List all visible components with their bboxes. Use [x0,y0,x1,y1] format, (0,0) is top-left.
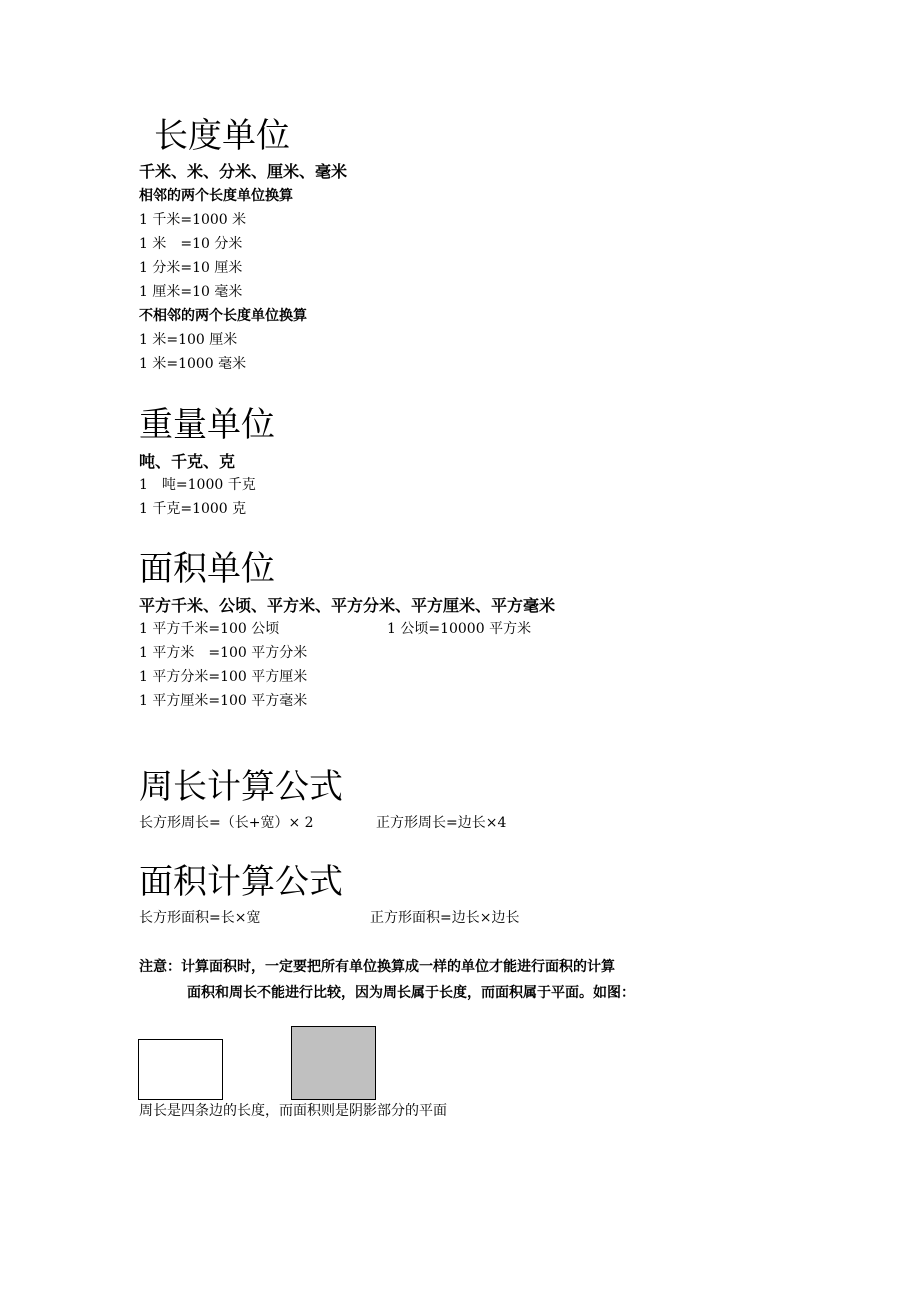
note-line-1: 注意：计算面积时，一定要把所有单位换算成一样的单位才能进行面积的计算 [139,959,615,975]
area-formula-title: 面积计算公式 [139,862,343,902]
length-adjacent-heading: 相邻的两个长度单位换算 [139,188,293,204]
area-conversion: 1 平方分米=100 平方厘米 [139,669,308,685]
length-units: 千米、米、分米、厘米、毫米 [139,162,348,181]
length-nonadjacent-heading: 不相邻的两个长度单位换算 [139,308,307,324]
figure-caption: 周长是四条边的长度，而面积则是阴影部分的平面 [139,1103,447,1119]
weight-units: 吨、千克、克 [139,452,236,471]
weight-title: 重量单位 [139,405,275,445]
length-conversion: 1 米 =10 分米 [139,236,243,252]
perimeter-rect-formula: 长方形周长=（长+宽）× 2 [139,815,314,831]
note-line-2: 面积和周长不能进行比较，因为周长属于长度，而面积属于平面。如图： [187,985,635,1001]
perimeter-title: 周长计算公式 [139,767,343,807]
weight-conversion: 1 千克=1000 克 [139,501,247,517]
length-conversion: 1 米=100 厘米 [139,332,238,348]
length-title: 长度单位 [154,116,290,156]
shaded-area-figure [291,1026,376,1100]
perimeter-square-formula: 正方形周长=边长×4 [376,815,507,831]
perimeter-rectangle-figure [138,1039,223,1100]
area-conversion: 1 平方厘米=100 平方毫米 [139,693,308,709]
area-conversion: 1 平方千米=100 公顷 [139,621,280,637]
area-conversion: 1 平方米 =100 平方分米 [139,645,308,661]
weight-conversion: 1 吨=1000 千克 [139,477,256,493]
area-rect-formula: 长方形面积=长×宽 [139,910,261,926]
length-conversion: 1 厘米=10 毫米 [139,284,243,300]
length-conversion: 1 分米=10 厘米 [139,260,243,276]
length-conversion: 1 米=1000 毫米 [139,356,247,372]
length-conversion: 1 千米=1000 米 [139,212,247,228]
area-square-formula: 正方形面积=边长×边长 [370,910,520,926]
area-units: 平方千米、公顷、平方米、平方分米、平方厘米、平方毫米 [139,596,556,615]
area-title: 面积单位 [139,549,275,589]
area-conversion: 1 公顷=10000 平方米 [387,621,532,637]
